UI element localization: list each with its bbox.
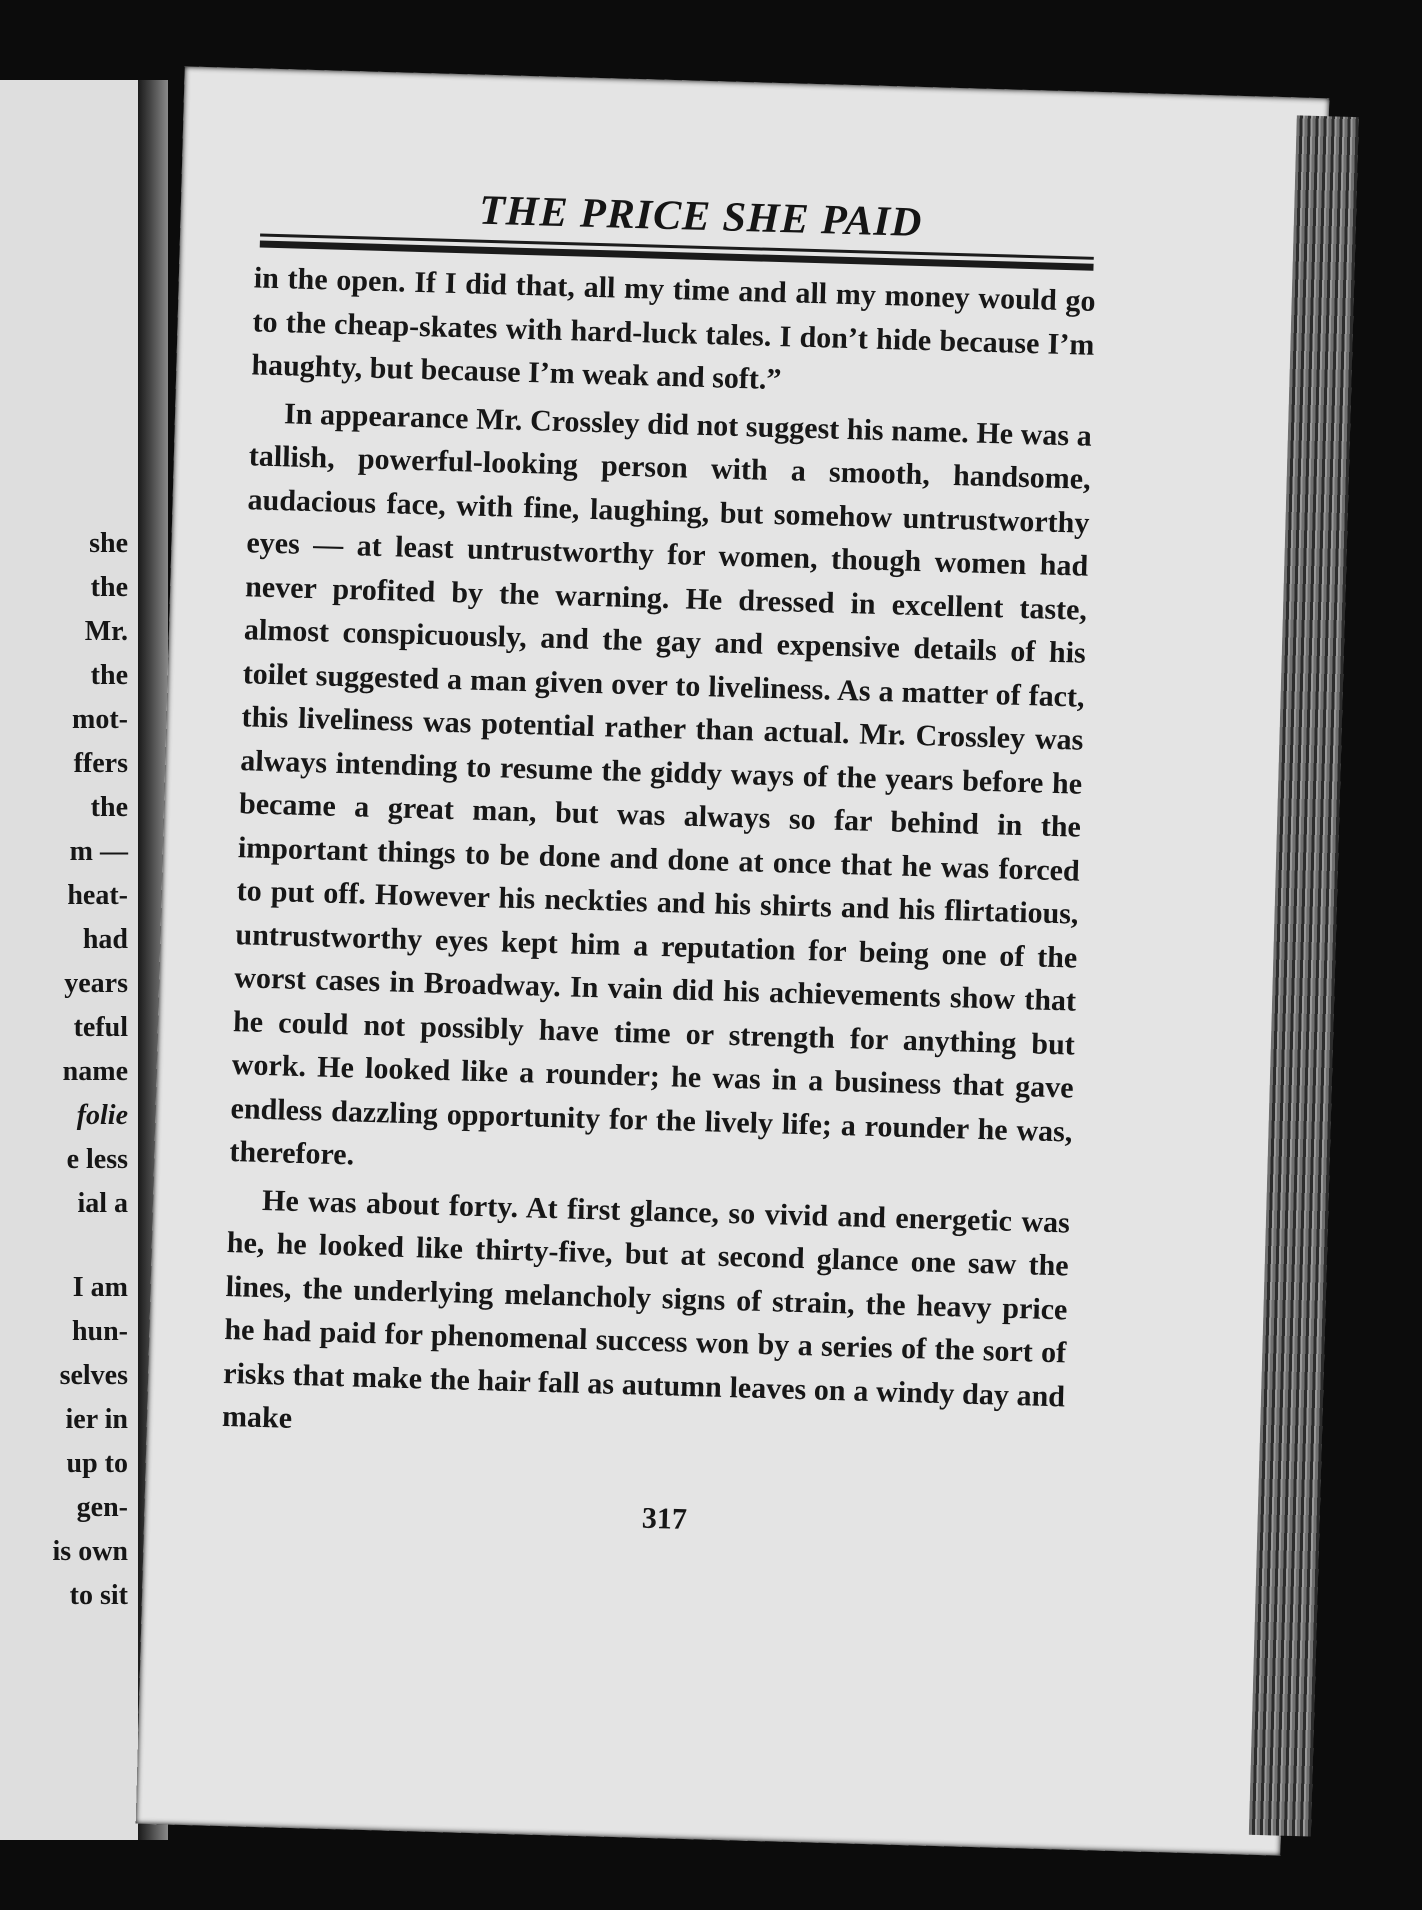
page-number: 317 (641, 1501, 688, 1536)
left-fragment: name (62, 1056, 128, 1087)
left-fragment: folie (76, 1100, 128, 1131)
left-fragment: ial a (77, 1188, 128, 1219)
left-fragment: I am (72, 1272, 128, 1303)
paragraph: He was about forty. At first glance, so vivid and energetic was he, he looked like thirty-five, but at second glance one saw the lines, the underlying melancholy signs of strain, the heavy price he had paid for phenomenal success won by a series of the sort of risks that make the hair fall as autumn leaves on a windy day and make (221, 1183, 1071, 1435)
left-fragment: the (90, 792, 128, 823)
left-fragment: the (90, 660, 128, 691)
left-fragment: teful (73, 1012, 128, 1043)
left-fragment: e less (66, 1144, 128, 1175)
left-fragment: gen- (76, 1492, 128, 1523)
left-fragment: heat- (67, 880, 128, 911)
paragraph: In appearance Mr. Crossley did not suggest his name. He was a tallish, powerful-looking person with a smooth, handsome, audacious face, with fine, laughing, but somehow untrustworthy eyes — at least untrustworthy for women, though women had never profited by the warning. He dressed in excellent taste, almost conspicuously, and the gay and expensive details of his toilet suggested a man given over to liveliness. As a matter of fact, this liveliness was potential rather than actual. Mr. Crossley was always intending to resume the giddy ways of the years before he became a great man, but was always so far behind in the important things to be done and done at once that he was forced to put off. However his neckties and his shirts and his flirtatious, untrustworthy eyes kept him a reputation for being one of the worst cases in Broadway. In vain did his achievements show that he could not possibly have time or strength for anything but work. He looked like a rounder; he was in a business that gave endless dazzling opportunity for the lively life; a rounder he was, therefore. (229, 396, 1093, 1172)
left-fragment: to sit (69, 1580, 128, 1611)
left-fragment: years (64, 968, 128, 999)
book-page (136, 66, 1330, 1855)
left-fragment: she (89, 528, 128, 559)
left-fragment: is own (52, 1536, 128, 1567)
left-fragment: hun- (71, 1316, 128, 1347)
left-fragment: the (90, 572, 128, 603)
page-edges (1249, 115, 1359, 1836)
left-facing-page (0, 80, 138, 1840)
running-head: THE PRICE SHE PAID (478, 187, 923, 247)
left-fragment: ffers (73, 748, 128, 779)
left-fragment: ier in (65, 1404, 128, 1435)
left-fragment: up to (66, 1448, 128, 1479)
left-fragment: mot- (72, 704, 128, 735)
left-fragment: selves (59, 1360, 128, 1391)
left-fragment: m — (69, 836, 128, 867)
left-page-text-fragments (53, 522, 128, 1618)
paragraph: in the open. If I did that, all my time and all my money would go to the cheap-skates with hard-luck tales. I don’t hide because I’m haughty, but because I’m weak and soft.” (250, 261, 1097, 397)
page-body-text (221, 256, 1096, 1466)
left-fragment: had (82, 924, 128, 955)
left-fragment: Mr. (84, 616, 128, 647)
